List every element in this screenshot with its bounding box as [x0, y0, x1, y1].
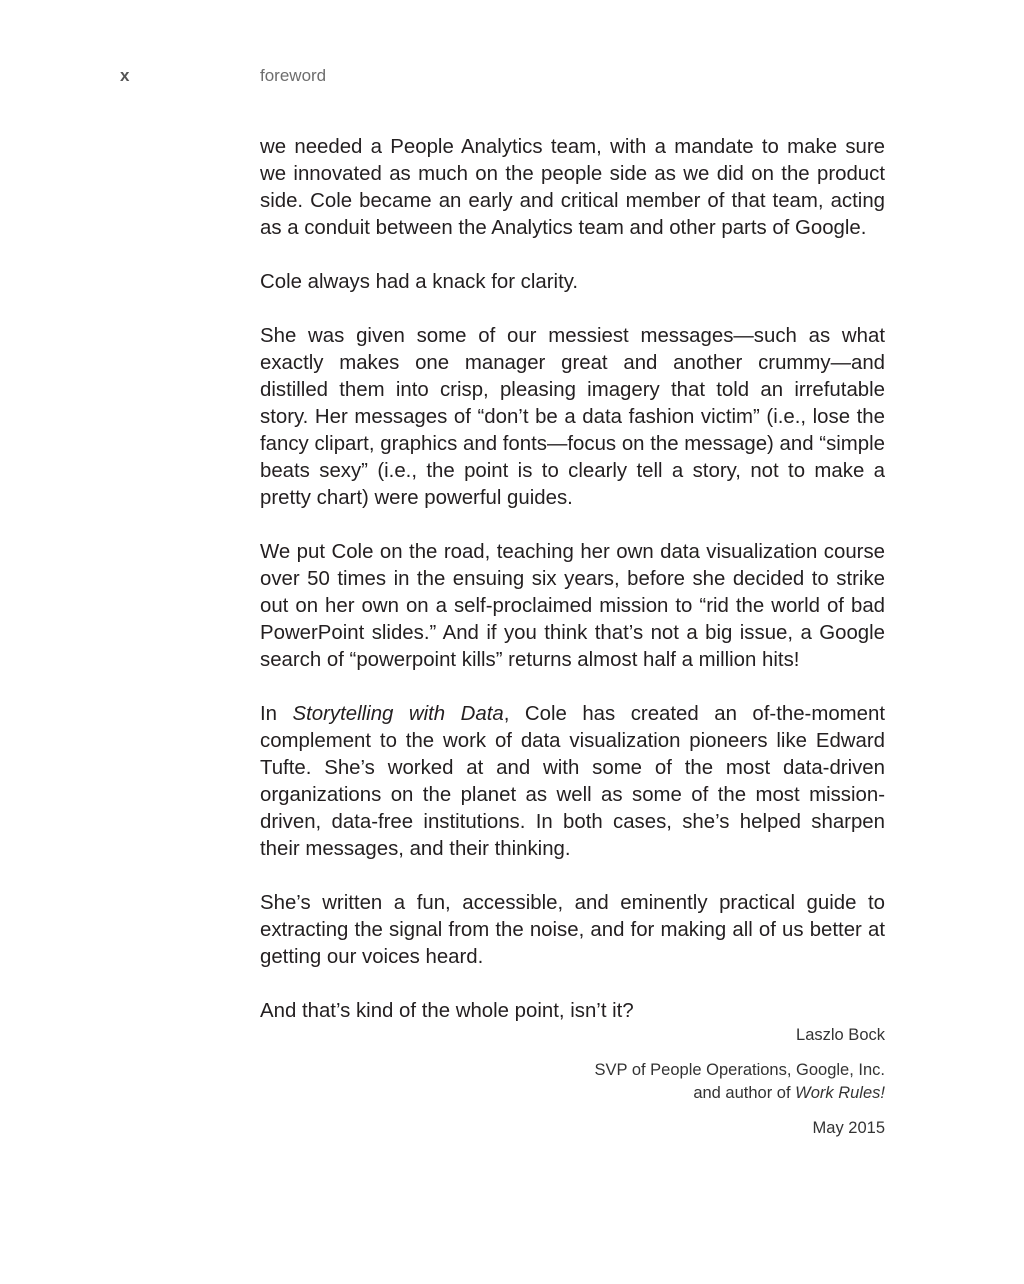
- signoff: [595, 1024, 885, 1140]
- foreword-body: [260, 134, 885, 1052]
- author-title: SVP of People Operations, Google, Inc.: [594, 1061, 885, 1079]
- paragraph-4: We put Cole on the road, teaching her own data visualization course over 50 times in the ensuing six years, before she decided to strike out on her own on a self-proclaimed mission to “rid the world of bad PowerPoint slides.” And if you think that’s not a big issue, a Google search of “powerpoint kills” returns almost half a million hits!: [260, 541, 885, 671]
- running-head: foreword: [260, 66, 327, 85]
- book-title: Storytelling with Data: [292, 703, 504, 725]
- author-title-block: [595, 1059, 885, 1105]
- paragraph-5: [260, 701, 885, 863]
- author-credit-lead: and author of: [693, 1084, 796, 1102]
- paragraph-2: Cole always had a knack for clarity.: [260, 271, 579, 293]
- author-credit: [595, 1082, 885, 1105]
- author-name: Laszlo Bock: [796, 1026, 885, 1044]
- signoff-date: May 2015: [812, 1119, 885, 1137]
- paragraph-3: She was given some of our messiest messages—such as what exactly makes one manager great and another crummy—and distilled them into crisp, pleasing imagery that told an irrefutable story. Her messages of “don’t be a data fashion victim” (i.e., lose the fancy clipart, graphics and fonts—focus on the message) and “simple beats sexy” (i.e., the point is to clearly tell a story, not to make a pretty chart) were powerful guides.: [260, 325, 885, 509]
- paragraph-5-rest: , Cole has created an of-the-moment complement to the work of data visualization pioneers like Edward Tufte. She’s worked at and with some of the most data-driven organizations on the planet as well as some of the most mission-driven, data-free institutions. In both cases, she’s helped sharpen their messages, and their thinking.: [260, 703, 886, 860]
- paragraph-7: And that’s kind of the whole point, isn’t it?: [260, 1000, 634, 1022]
- paragraph-5-lead: In: [260, 703, 293, 725]
- paragraph-6: She’s written a fun, accessible, and eminently practical guide to extracting the signal from the noise, and for making all of us better at getting our voices heard.: [260, 892, 885, 968]
- paragraph-1: we needed a People Analytics team, with a mandate to make sure we innovated as much on the people side as we did on the product side. Cole became an early and critical member of that team, acting as a conduit between the Analytics team and other parts of Google.: [260, 136, 885, 239]
- page-number: x: [120, 66, 130, 85]
- author-book-title: Work Rules!: [795, 1084, 885, 1102]
